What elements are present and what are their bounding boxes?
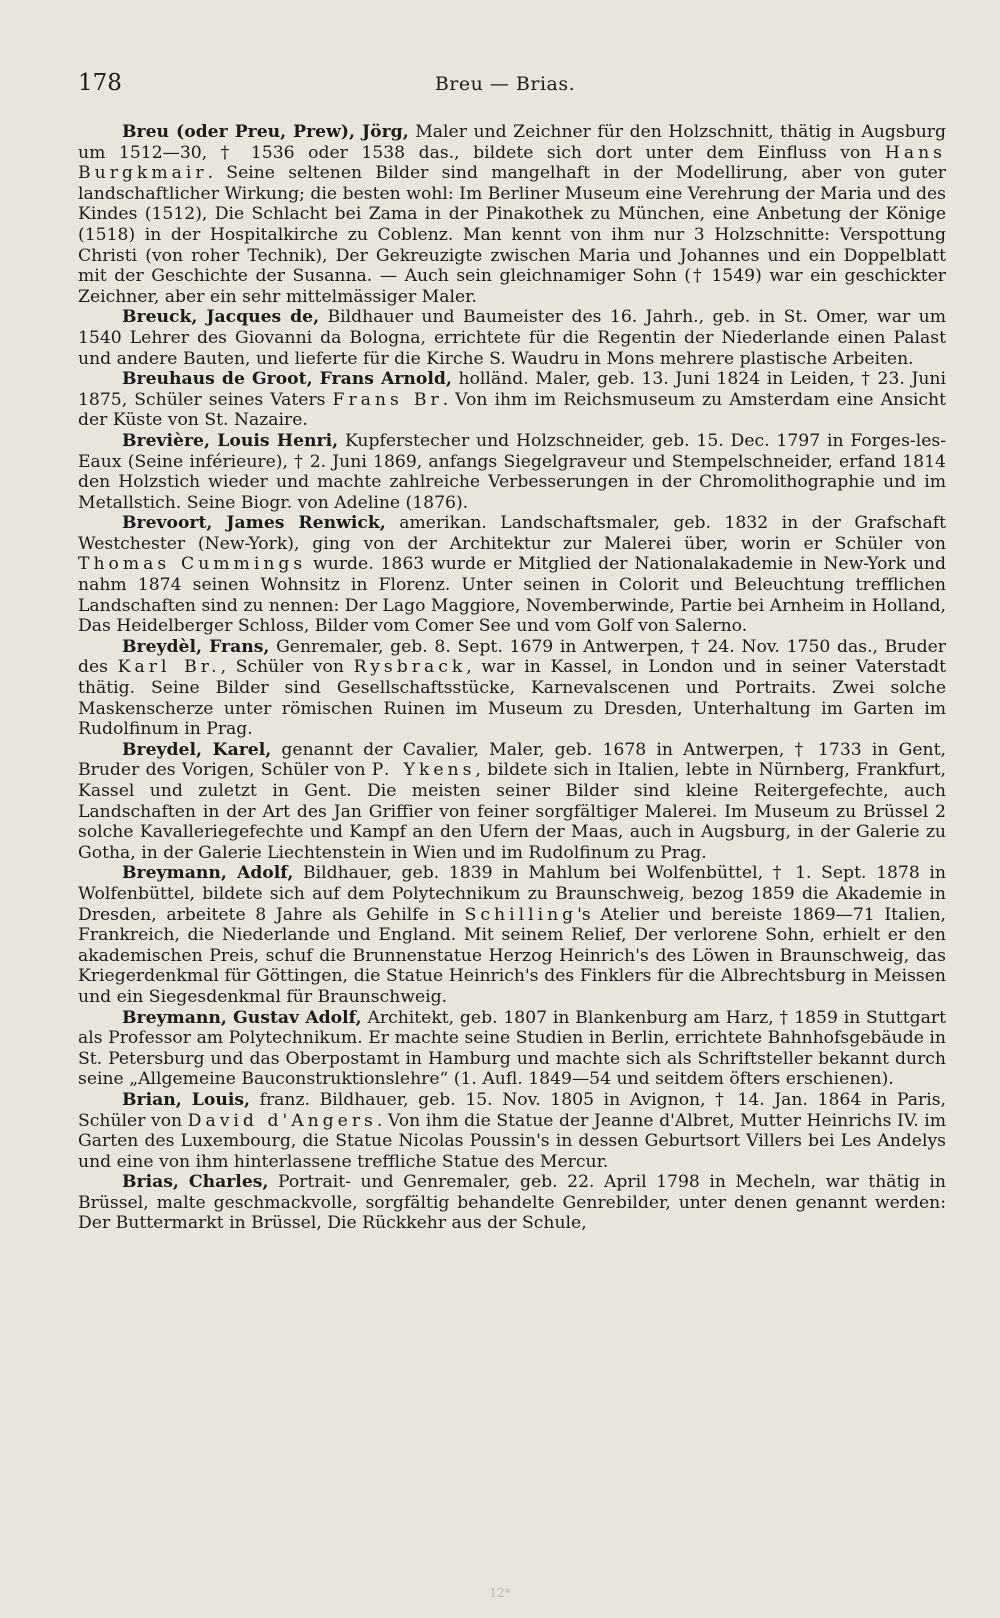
entry-headword: Brias, Charles,	[122, 1172, 269, 1193]
entry-headword: Breymann, Adolf,	[122, 863, 294, 884]
entry-headword: Brevoort, James Renwick,	[122, 513, 386, 534]
running-title: Breu — Brias.	[434, 73, 576, 95]
page-number: 178	[78, 70, 122, 96]
entry-breymann-gustav: Breymann, Gustav Adolf, Architekt, geb. 1807 in Blankenburg am Harz, † 1859 in Stuttgart als Professor am Polytechnikum. Er machte seine Studien in Berlin, errichtete Bahnhofsgebäude in St. Petersburg und das Oberpostamt in Hamburg und machte sich als Schriftsteller bekannt durch seine „Allgemeine Bauconstruktionslehre“ (1. Aufl. 1849—54 und seitdem öfters erschienen).	[78, 1007, 946, 1090]
entry-brias: Brias, Charles, Portrait- und Genremaler, geb. 22. April 1798 in Mecheln, war thätig in Brüssel, malte geschmackvolle, sorgfältig behandelte Genrebilder, unter denen genannt werden: Der Buttermarkt in Brüssel, Die Rückkehr aus der Schule,	[78, 1172, 946, 1234]
entry-headword: Breuck, Jacques de,	[122, 307, 320, 328]
entry-headword: Breu (oder Preu, Prew), Jörg,	[122, 122, 409, 142]
entry-headword: Brevière, Louis Henri,	[122, 430, 339, 451]
signature-mark: 12*	[489, 1586, 511, 1600]
entry-breuck: Breuck, Jacques de, Bildhauer und Baumeister des 16. Jahrh., geb. in St. Omer, war um 1540 Lehrer des Giovanni da Bologna, errichtete für die Regentin der Niederlande einen Palast und andere Bauten, und lieferte für die Kirche S. Waudru in Mons mehrere plastische Arbeiten.	[78, 307, 947, 369]
entry-headword: Breydel, Karel,	[122, 739, 272, 760]
entry-breydel-karel: Breydel, Karel, genannt der Cavalier, Maler, geb. 1678 in Antwerpen, † 1733 in Gent, Bruder des Vorigen, Schüler von P. Ykens, bildete sich in Italien, lebte in Nürnberg, Frankfurt, Kassel und zuletzt in Gent. Die meisten seiner Bilder sind kleine Reitergefechte, auch Landschaften in der Art des Jan Griffier von feiner sorgfältiger Malerei. Im Museum zu Brüssel 2 solche Kavalleriegefechte und Kampf an den Ufern der Maas, auch in Augsburg, in der Galerie zu Gotha, in der Galerie Liechtenstein in Wien und im Rudolfinum zu Prag.	[78, 739, 946, 863]
entry-headword: Breuhaus de Groot, Frans Arnold,	[122, 369, 452, 390]
entry-brian: Brian, Louis, franz. Bildhauer, geb. 15. Nov. 1805 in Avignon, † 14. Jan. 1864 in Paris, Schüler von David d'Angers. Von ihm die Statue der Jeanne d'Albret, Mutter Heinrichs IV. im Garten des Luxembourg, die Statue Nicolas Poussin's in dessen Geburtsort Villers bei Les Andelys und eine von ihm hinterlassene treffliche Statue des Mercur.	[78, 1089, 947, 1172]
page-header	[78, 70, 946, 96]
entry-headword: Breydèl, Frans,	[122, 636, 270, 657]
entry-breydel-frans: Breydèl, Frans, Genremaler, geb. 8. Sept. 1679 in Antwerpen, † 24. Nov. 1750 das., Bruder des Karl Br., Schüler von Rysbrack, war in Kassel, in London und in seiner Vaterstadt thätig. Seine Bilder sind Gesellschaftsstücke, Karnevalscenen und Portraits. Zwei solche Maskenscherze unter römischen Ruinen im Museum zu Dresden, Unterhaltung im Garten im Rudolfinum in Prag.	[78, 636, 947, 740]
entry-breu: Breu (oder Preu, Prew), Jörg, Maler und Zeichner für den Holzschnitt, thätig in Augsburg um 1512—30, † 1536 oder 1538 das., bildete sich dort unter dem Einfluss von Hans Burgkmair. Seine seltenen Bilder sind mangelhaft in der Modellirung, aber von guter landschaftlicher Wirkung; die besten wohl: Im Berliner Museum eine Verehrung der Maria und des Kindes (1512), Die Schlacht bei Zama in der Pinakothek zu München, eine Anbetung der Könige (1518) in der Hospitalkirche zu Coblenz. Man kennt von ihm nur 3 Holzschnitte: Verspottung Christi (von roher Technik), Der Gekreuzigte zwischen Maria und Johannes und ein Doppelblatt mit der Geschichte der Susanna. — Auch sein gleichnamiger Sohn († 1549) war ein geschickter Zeichner, aber ein sehr mittelmässiger Maler.	[78, 122, 946, 307]
entry-headword: Brian, Louis,	[122, 1089, 251, 1110]
entry-breuhaus: Breuhaus de Groot, Frans Arnold, holländ. Maler, geb. 13. Juni 1824 in Leiden, † 23. Juni 1875, Schüler seines Vaters Frans Br. Von ihm im Reichsmuseum zu Amsterdam eine Ansicht der Küste von St. Nazaire.	[78, 369, 946, 431]
entry-headword: Breymann, Gustav Adolf,	[122, 1007, 362, 1028]
entry-breymann-adolf: Breymann, Adolf, Bildhauer, geb. 1839 in Mahlum bei Wolfenbüttel, † 1. Sept. 1878 in Wolfenbüttel, bildete sich auf dem Polytechnikum zu Braunschweig, bezog 1859 die Akademie in Dresden, arbeitete 8 Jahre als Gehilfe in Schilling's Atelier und bereiste 1869—71 Italien, Frankreich, die Niederlande und England. Mit seinem Relief, Der verlorene Sohn, erhielt er den akademischen Preis, schuf die Brunnenstatue Herzog Heinrich's des Löwen in Braunschweig, das Kriegerdenkmal für Göttingen, die Statue Heinrich's des Finklers für die Albrechtsburg in Meissen und ein Siegesdenkmal für Braunschweig.	[78, 863, 947, 1007]
entry-brevoort: Brevoort, James Renwick, amerikan. Landschaftsmaler, geb. 1832 in der Grafschaft Westchester (New-York), ging von der Architektur zur Malerei über, worin er Schüler von Thomas Cummings wurde. 1863 wurde er Mitglied der Nationalakademie in New-York und nahm 1874 seinen Wohnsitz in Florenz. Unter seinen in Colorit und Beleuchtung trefflichen Landschaften sind zu nennen: Der Lago Maggiore, Novemberwinde, Partie bei Arnheim in Holland, Das Heidelberger Schloss, Bilder vom Comer See und vom Golf von Salerno.	[78, 513, 947, 637]
entry-breviere: Brevière, Louis Henri, Kupferstecher und Holzschneider, geb. 15. Dec. 1797 in Forges-les-Eaux (Seine inférieure), † 2. Juni 1869, anfangs Siegelgraveur und Stempelschneider, erfand 1814 den Holzstich wieder und machte zahlreiche Verbesserungen in der Chromolithographie und im Metallstich. Seine Biogr. von Adeline (1876).	[78, 430, 946, 513]
